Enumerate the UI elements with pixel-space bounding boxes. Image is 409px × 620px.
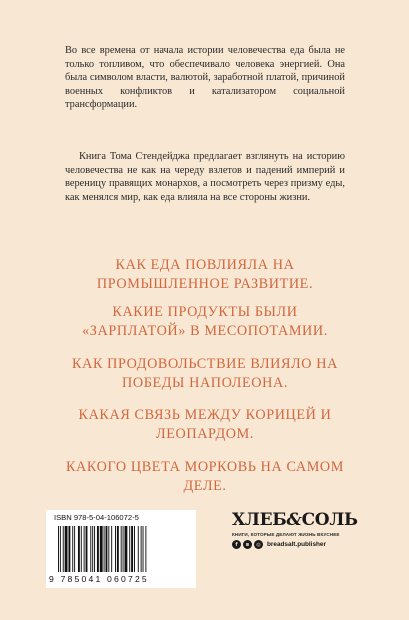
social-row bbox=[232, 540, 352, 549]
barcode-bar bbox=[58, 526, 59, 576]
barcode-bar bbox=[129, 526, 130, 572]
barcode-bar bbox=[123, 526, 124, 572]
barcode-bar bbox=[104, 526, 105, 576]
barcode-bar bbox=[86, 526, 88, 572]
barcode-bar bbox=[106, 526, 108, 572]
barcode-bar bbox=[78, 526, 80, 572]
barcode-bar bbox=[94, 526, 95, 572]
barcode-bar bbox=[111, 526, 112, 572]
question-5: КАКОГО ЦВЕТА МОРКОВЬ НА САМОМ ДЕЛЕ. bbox=[65, 459, 344, 494]
isbn-label: ISBN 978-5-04-106072-5 bbox=[46, 510, 196, 525]
barcode-bar bbox=[138, 526, 139, 572]
barcode-bar bbox=[68, 526, 70, 572]
question-1: КАК ЕДА ПОВЛИЯЛА НА ПРОМЫШЛЕННОЕ РАЗВИТИЕ. bbox=[96, 257, 314, 292]
vk-icon[interactable]: в bbox=[243, 540, 252, 549]
barcode-bar bbox=[131, 526, 133, 572]
barcode-bars bbox=[46, 524, 196, 576]
barcode-bar bbox=[81, 526, 82, 572]
facebook-icon[interactable]: f bbox=[232, 540, 241, 549]
barcode-bar bbox=[90, 526, 91, 572]
barcode-block bbox=[46, 510, 196, 590]
barcode-bar bbox=[108, 526, 109, 572]
publisher-block bbox=[232, 510, 358, 581]
barcode-bar bbox=[60, 526, 61, 576]
barcode-bar bbox=[63, 526, 64, 572]
barcode-bar bbox=[134, 526, 135, 572]
social-handle[interactable]: breadsalt.publisher bbox=[267, 541, 326, 548]
description-paragraph-1: Во все времена от начала истории человечества еда была не только топливом, что обеспечивало человека энергией. Она была символом власти, валютой, заработной платой, причиной военных конфликтов и катализатором социальной трансформации. bbox=[65, 45, 345, 111]
question-4: КАКАЯ СВЯЗЬ МЕЖДУ КОРИЦЕЙ И ЛЕОПАРДОМ. bbox=[78, 407, 332, 442]
question-2: КАКИЕ ПРОДУКТЫ БЫЛИ «ЗАРПЛАТОЙ» В МЕСОПОТАМИИ. bbox=[82, 304, 328, 339]
publisher-tagline: КНИГИ, КОТОРЫЕ ДЕЛАЮТ ЖИЗНЬ ВКУСНЕЕ bbox=[232, 532, 340, 537]
barcode-bar bbox=[97, 526, 99, 572]
question-3: КАК ПРОДОВОЛЬСТВИЕ ВЛИЯЛО НА ПОБЕДЫ НАПОЛЕОНА. bbox=[72, 356, 338, 391]
barcode-bar bbox=[117, 526, 119, 572]
barcode-bar bbox=[143, 526, 144, 572]
barcode-bar bbox=[115, 526, 116, 572]
instagram-icon[interactable]: ◎ bbox=[254, 540, 263, 549]
barcode-bar bbox=[74, 526, 75, 572]
barcode-bar bbox=[84, 526, 85, 572]
publisher-logo: ХЛЕБ&СОЛЬ bbox=[232, 510, 358, 530]
barcode-bar bbox=[100, 526, 103, 572]
barcode-bar bbox=[72, 526, 73, 572]
barcode-digits: 9 785041 060725 bbox=[46, 572, 196, 588]
barcode-bar bbox=[65, 526, 68, 572]
barcode-bar bbox=[121, 526, 122, 572]
barcode-bar bbox=[125, 526, 128, 572]
barcode-bar bbox=[145, 526, 146, 576]
barcode-bar bbox=[141, 526, 142, 572]
description-paragraph-2: Книга Тома Стендейджа предлагает взглянуть на историю человечества не как на череду взлетов и падений империй и вереницу правящих монархов, а посмотреть через призму еды, как менялся мир, как еда влияла на все стороны жизни. bbox=[65, 151, 345, 203]
barcode-bar bbox=[92, 526, 93, 572]
